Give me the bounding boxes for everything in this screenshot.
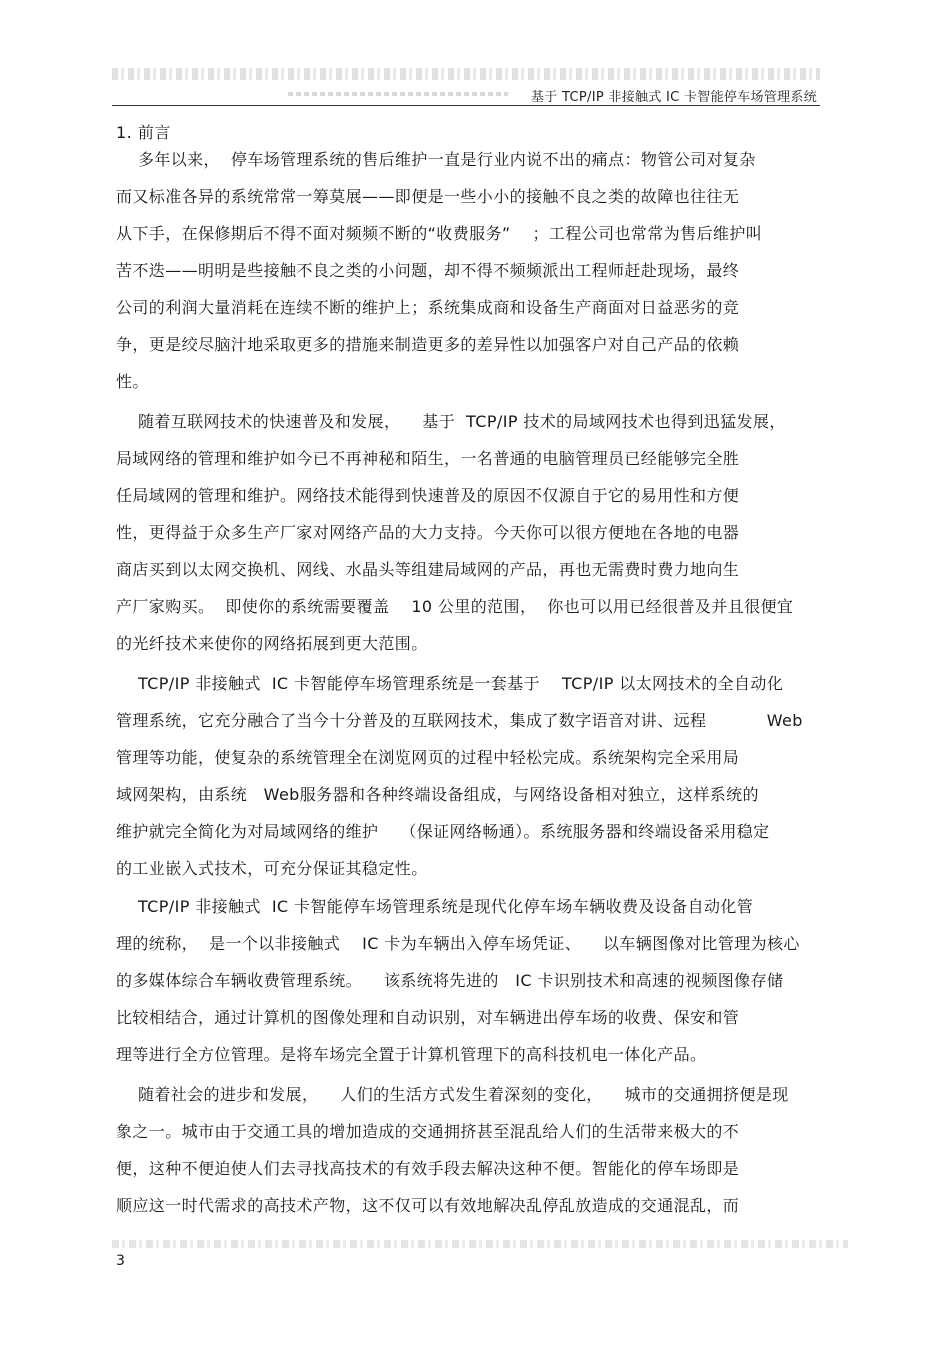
text-line: 理等进行全方位管理。是将车场完全置于计算机管理下的高科技机电一体化产品。 <box>116 1045 707 1064</box>
header-scan-noise-dashes <box>288 92 508 96</box>
text-line: 比较相结合，通过计算机的图像处理和自动识别，对车辆进出停车场的收费、保安和管 <box>116 1008 740 1027</box>
text-line: 公司的利润大量消耗在连续不断的维护上；系统集成商和设备生产商面对日益恶劣的竞 <box>116 298 740 317</box>
text-line: 随着互联网技术的快速普及和发展， 基于 TCP/IP 技术的局域网技术也得到迅猛发展， <box>116 412 786 431</box>
text-line: 性。 <box>116 372 149 391</box>
text-line: 域网架构，由系统 Web服务器和各种终端设备组成，与网络设备相对独立，这样系统的 <box>116 785 759 804</box>
text-line: 象之一。城市由于交通工具的增加造成的交通拥挤甚至混乱给人们的生活带来极大的不 <box>116 1122 740 1141</box>
text-line: 的多媒体综合车辆收费管理系统。 该系统将先进的 IC 卡识别技术和高速的视频图像存储 <box>116 971 784 990</box>
text-line: 理的统称， 是一个以非接触式 IC 卡为车辆出入停车场凭证、 以车辆图像对比管理为核心 <box>116 934 800 953</box>
text-line: 商店买到以太网交换机、网线、水晶头等组建局域网的产品，再也无需费时费力地向生 <box>116 560 740 579</box>
text-line: 管理等功能，使复杂的系统管理全在浏览网页的过程中轻松完成。系统架构完全采用局 <box>116 748 740 767</box>
text-line: 而又标准各异的系统常常一筹莫展——即便是一些小小的接触不良之类的故障也往往无 <box>116 187 740 206</box>
text-line: 争，更是绞尽脑汁地采取更多的措施来制造更多的差异性以加强客户对自己产品的依赖 <box>116 335 740 354</box>
text-line: 产厂家购买。 即使你的系统需要覆盖 10 公里的范围， 你也可以用已经很普及并且很便宜 <box>116 597 794 616</box>
text-line: 管理系统，它充分融合了当今十分普及的互联网技术，集成了数字语音对讲、远程 Web <box>116 711 803 730</box>
text-line: 任局域网的管理和维护。网络技术能得到快速普及的原因不仅源自于它的易用性和方便 <box>116 486 740 505</box>
text-line: 性，更得益于众多生产厂家对网络产品的大力支持。今天你可以很方便地在各地的电器 <box>116 523 740 542</box>
text-line: 的工业嵌入式技术，可充分保证其稳定性。 <box>116 859 428 878</box>
text-line: 顺应这一时代需求的高技术产物，这不仅可以有效地解决乱停乱放造成的交通混乱，而 <box>116 1196 740 1215</box>
text-line: 的光纤技术来使你的网络拓展到更大范围。 <box>116 634 428 653</box>
text-line: 随着社会的进步和发展， 人们的生活方式发生着深刻的变化， 城市的交通拥挤便是现 <box>116 1085 789 1104</box>
text-line: TCP/IP 非接触式 IC 卡智能停车场管理系统是一套基于 TCP/IP 以太网技术的全自动化 <box>116 674 784 693</box>
header-scan-noise <box>112 68 820 80</box>
text-line: 维护就完全简化为对局域网络的维护 （保证网络畅通）。系统服务器和终端设备采用稳定 <box>116 822 770 841</box>
text-line: TCP/IP 非接触式 IC 卡智能停车场管理系统是现代化停车场车辆收费及设备自动化管 <box>116 897 754 916</box>
text-line: 多年以来， 停车场管理系统的售后维护一直是行业内说不出的痛点：物管公司对复杂 <box>116 150 756 169</box>
section-heading: 1. 前言 <box>116 123 171 142</box>
text-line: 便，这种不便迫使人们去寻找高技术的有效手段去解决这种不便。智能化的停车场即是 <box>116 1159 740 1178</box>
header-rule <box>112 105 820 106</box>
text-line: 从下手，在保修期后不得不面对频频不断的“收费服务” ；工程公司也常常为售后维护叫 <box>116 224 763 243</box>
footer-scan-noise <box>112 1240 848 1248</box>
page-number: 3 <box>116 1253 125 1269</box>
text-line: 苦不迭——明明是些接触不良之类的小问题，却不得不频频派出工程师赶赴现场，最终 <box>116 261 740 280</box>
running-header-title: 基于 TCP/IP 非接触式 IC 卡智能停车场管理系统 <box>531 90 817 105</box>
text-line: 局域网络的管理和维护如今已不再神秘和陌生，一名普通的电脑管理员已经能够完全胜 <box>116 449 740 468</box>
